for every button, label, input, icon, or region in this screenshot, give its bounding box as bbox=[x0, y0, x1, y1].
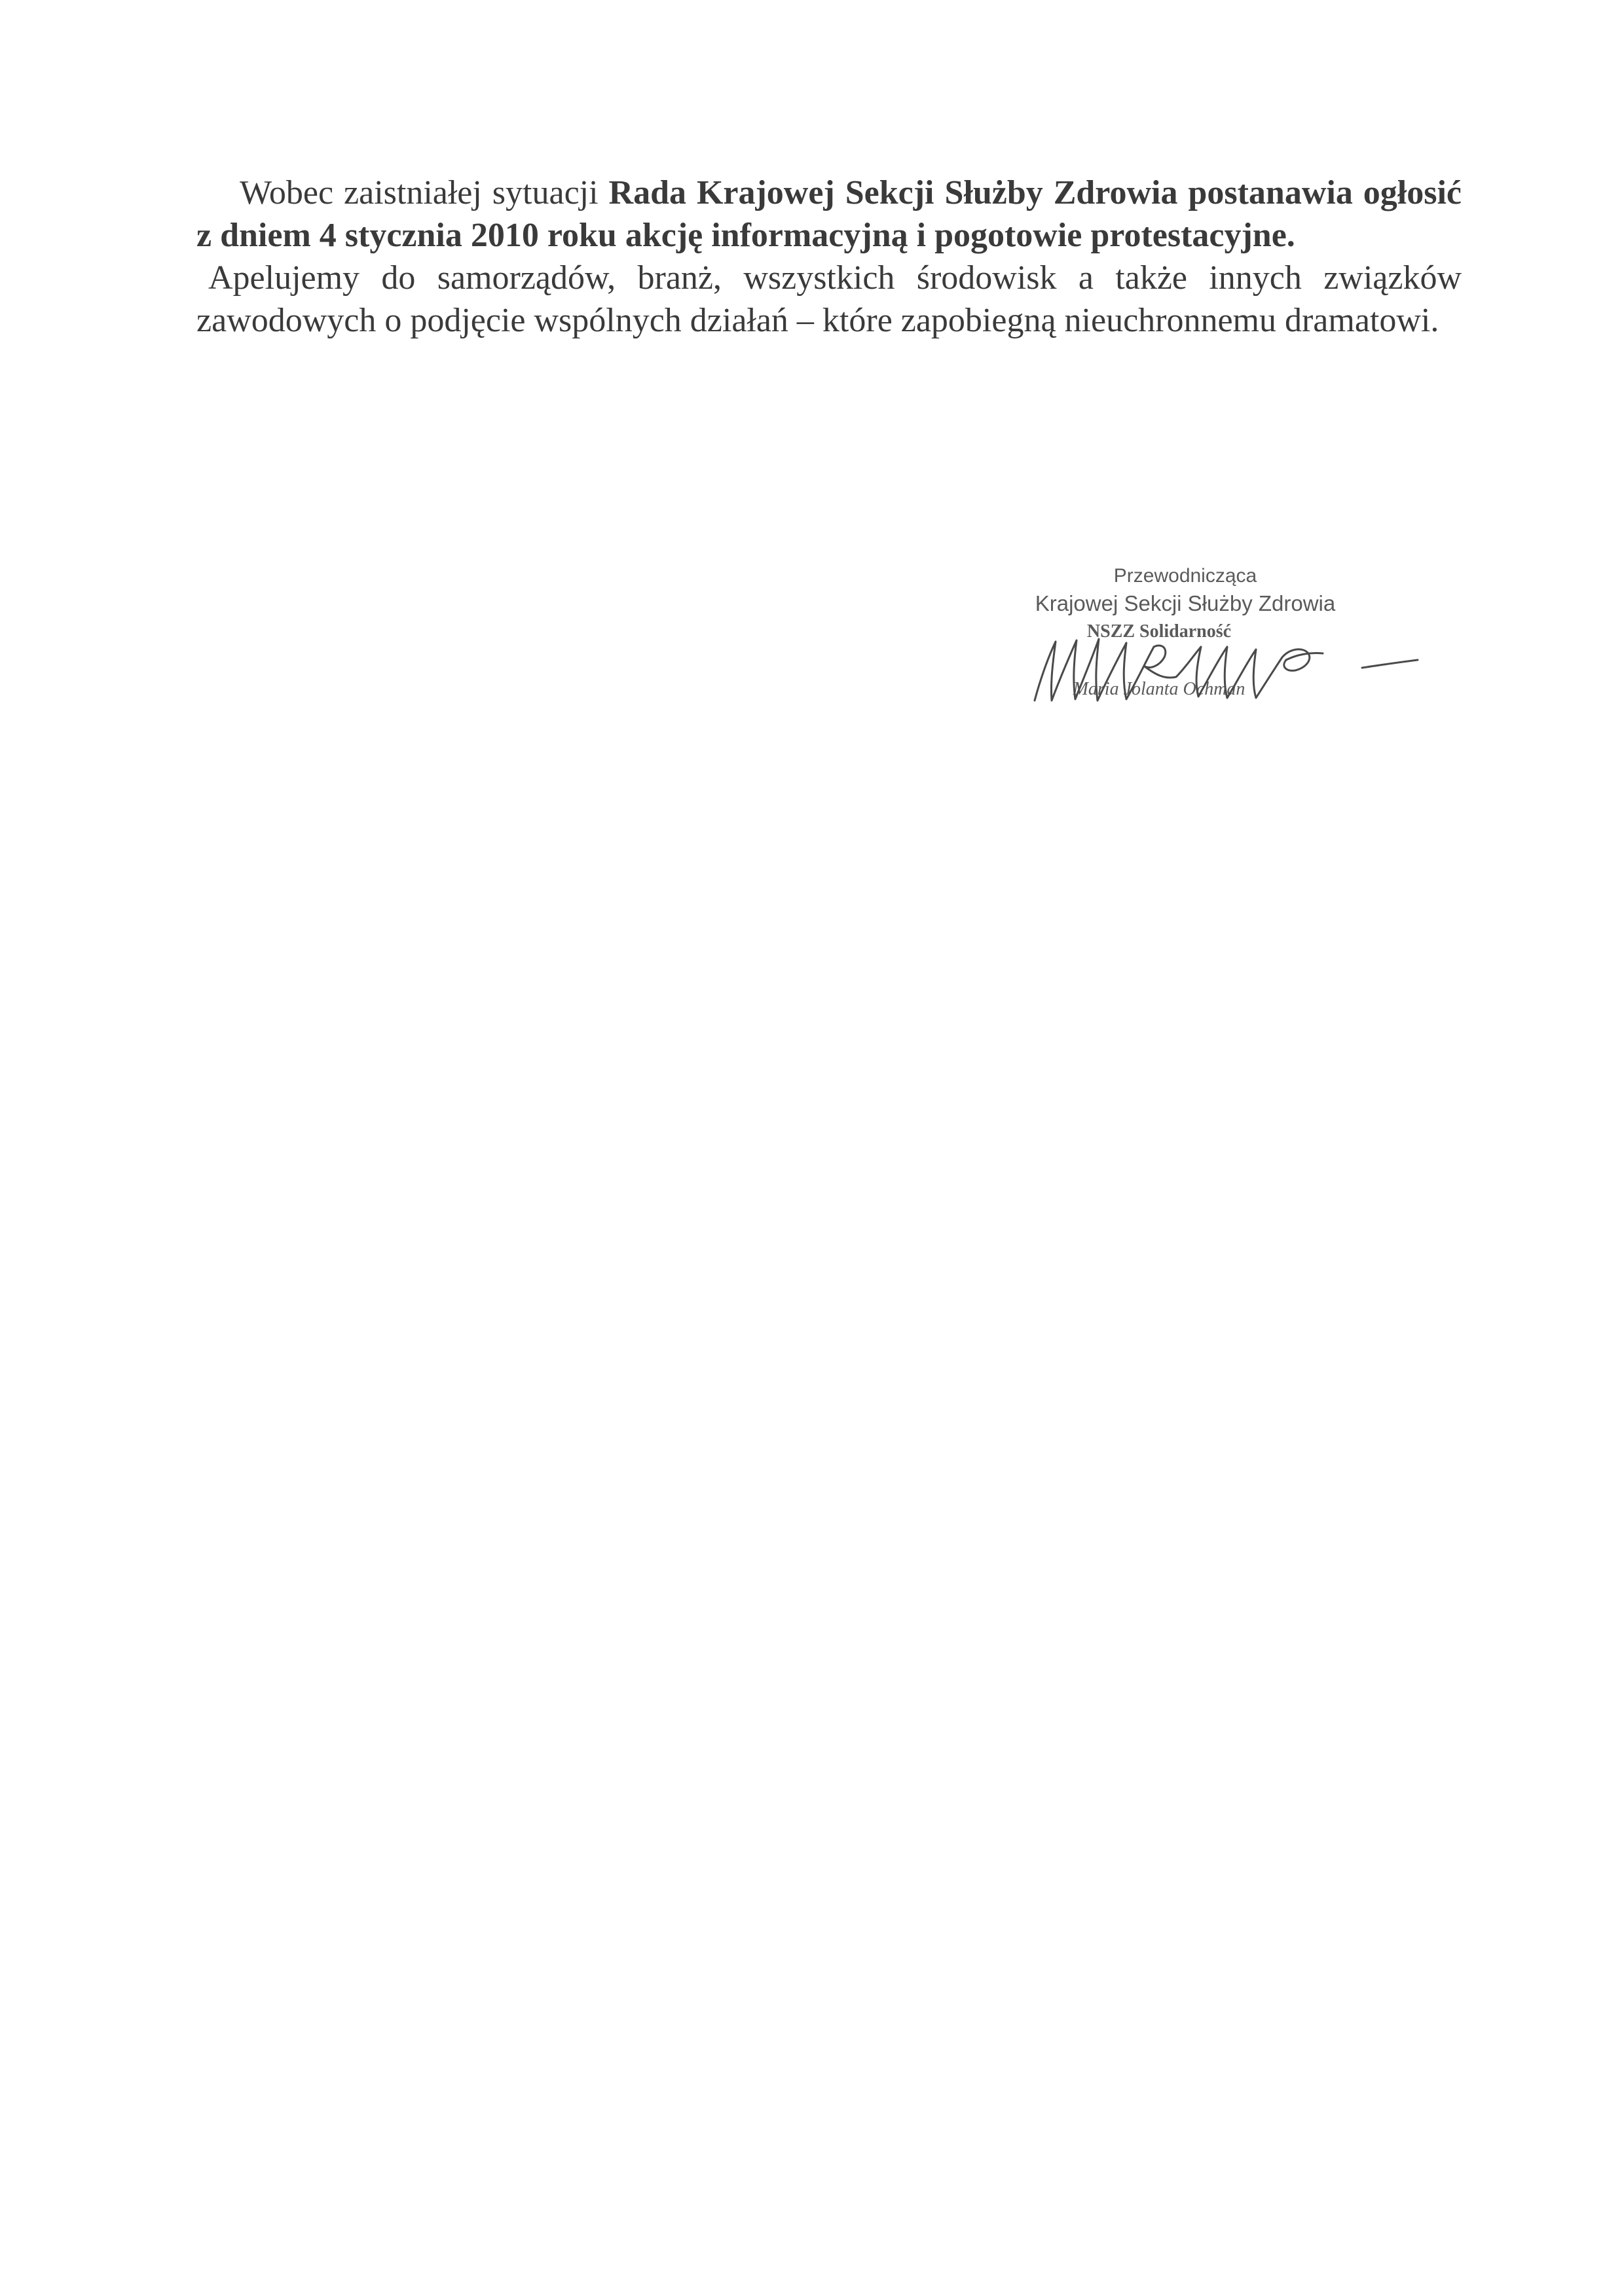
resolution-bold-text: Rada Krajowej Sekcji Służby Zdrowia postanawia ogłosić z dniem 4 stycznia 2010 roku akcję informacyjną i pogotowie protestacyjne. bbox=[196, 174, 1462, 254]
stamp-name: Maria Jolanta Ochman bbox=[1073, 679, 1246, 699]
resolution-intro-text: Wobec zaistniałej sytuacji bbox=[240, 174, 609, 211]
stamp-section: Krajowej Sekcji Służby Zdrowia bbox=[1035, 591, 1336, 615]
letter-body bbox=[196, 172, 1462, 342]
paragraph-resolution bbox=[196, 172, 1462, 257]
paragraph-appeal: Apelujemy do samorządów, branż, wszystkich środowisk a także innych związków zawodowych o podjęcie wspólnych działań – które zapobiegną nieuchronnemu dramatowi. bbox=[196, 259, 1462, 339]
stamp-organization: NSZZ Solidarność bbox=[1086, 621, 1232, 642]
stamp-title: Przewodnicząca bbox=[1113, 565, 1257, 587]
handwritten-signature bbox=[1022, 629, 1428, 714]
